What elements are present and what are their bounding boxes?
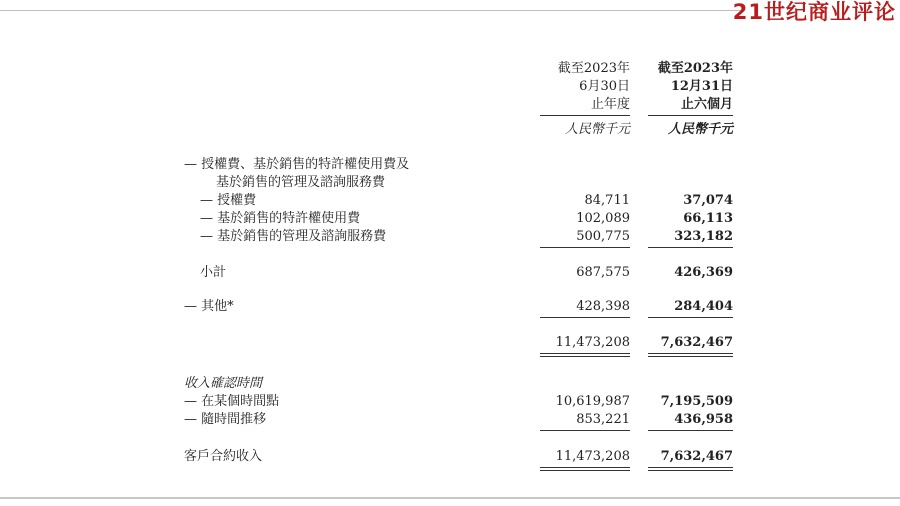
final-rule-col2-b xyxy=(648,470,733,471)
row-label: — 授權費、基於銷售的特許權使用費及 xyxy=(184,157,410,172)
value-col1: 428,398 xyxy=(576,299,630,314)
brand-logo: 21世纪商业评论 xyxy=(732,0,896,24)
unit-col1: 人民幣千元 xyxy=(564,122,630,137)
row-label: — 基於銷售的管理及諮詢服務費 xyxy=(200,229,387,244)
table-row xyxy=(0,156,900,174)
value-col1: 853,221 xyxy=(576,412,630,427)
table-row xyxy=(0,264,900,282)
section-heading: 收入確認時間 xyxy=(184,376,263,391)
table-row xyxy=(0,298,900,316)
value-col2: 7,632,467 xyxy=(660,449,733,464)
value-col2: 436,958 xyxy=(674,412,733,427)
row-label: — 授權費 xyxy=(200,193,257,208)
table-row xyxy=(0,210,900,228)
value-col2: 323,182 xyxy=(674,229,733,244)
double-rule-col2-b xyxy=(648,356,733,357)
column-header-2023-jun xyxy=(520,60,630,114)
header-rule-col1 xyxy=(540,115,630,116)
table-row xyxy=(0,228,900,246)
value-col2: 7,632,467 xyxy=(660,335,733,350)
row-label: — 基於銷售的特許權使用費 xyxy=(200,211,361,226)
table-row xyxy=(0,393,900,411)
row-label: — 隨時間推移 xyxy=(184,412,267,427)
row-label: 基於銷售的管理及諮詢服務費 xyxy=(216,175,386,190)
subtotal-rule-col1 xyxy=(540,247,630,248)
unit-col2: 人民幣千元 xyxy=(667,122,733,137)
row-label: — 在某個時間點 xyxy=(184,394,280,409)
timing-rule-col2 xyxy=(648,430,733,431)
value-col2: 284,404 xyxy=(674,299,733,314)
final-rule-col2-a xyxy=(648,467,733,468)
row-label: 客戶合約收入 xyxy=(184,449,263,464)
row-label: 小計 xyxy=(200,265,227,280)
final-rule-col1-b xyxy=(540,470,630,471)
col2-header-line3: 止六個月 xyxy=(680,97,733,112)
double-rule-col1-a xyxy=(540,353,630,354)
subtotal-rule-col2 xyxy=(648,247,733,248)
col1-header-line2: 6月30日 xyxy=(579,79,630,94)
value-col2: 66,113 xyxy=(683,211,733,226)
final-rule-col1-a xyxy=(540,467,630,468)
row-label: — 其他* xyxy=(184,299,234,314)
column-header-2023-dec xyxy=(640,60,733,114)
value-col2: 426,369 xyxy=(674,265,733,280)
double-rule-col2-a xyxy=(648,353,733,354)
total-rule-col2 xyxy=(648,317,733,318)
value-col1: 10,619,987 xyxy=(555,394,630,409)
col1-header-line3: 止年度 xyxy=(590,97,630,112)
value-col1: 500,775 xyxy=(576,229,630,244)
top-rule xyxy=(0,10,745,11)
timing-rule-col1 xyxy=(540,430,630,431)
value-col1: 687,575 xyxy=(576,265,630,280)
col2-header-line2: 12月31日 xyxy=(670,79,733,94)
value-col1: 11,473,208 xyxy=(555,335,630,350)
col2-header-line1: 截至2023年 xyxy=(657,61,733,76)
table-row xyxy=(0,334,900,352)
total-rule-col1 xyxy=(540,317,630,318)
table-row xyxy=(0,448,900,466)
value-col2: 7,195,509 xyxy=(660,394,733,409)
table-row xyxy=(0,411,900,429)
table-row xyxy=(0,174,900,192)
value-col1: 11,473,208 xyxy=(555,449,630,464)
header-rule-col2 xyxy=(648,115,733,116)
value-col1: 102,089 xyxy=(576,211,630,226)
bottom-rule xyxy=(0,497,900,499)
double-rule-col1-b xyxy=(540,356,630,357)
table-row xyxy=(0,375,900,393)
col1-header-line1: 截至2023年 xyxy=(557,61,630,76)
table-row xyxy=(0,192,900,210)
value-col2: 37,074 xyxy=(683,193,733,208)
value-col1: 84,711 xyxy=(584,193,630,208)
